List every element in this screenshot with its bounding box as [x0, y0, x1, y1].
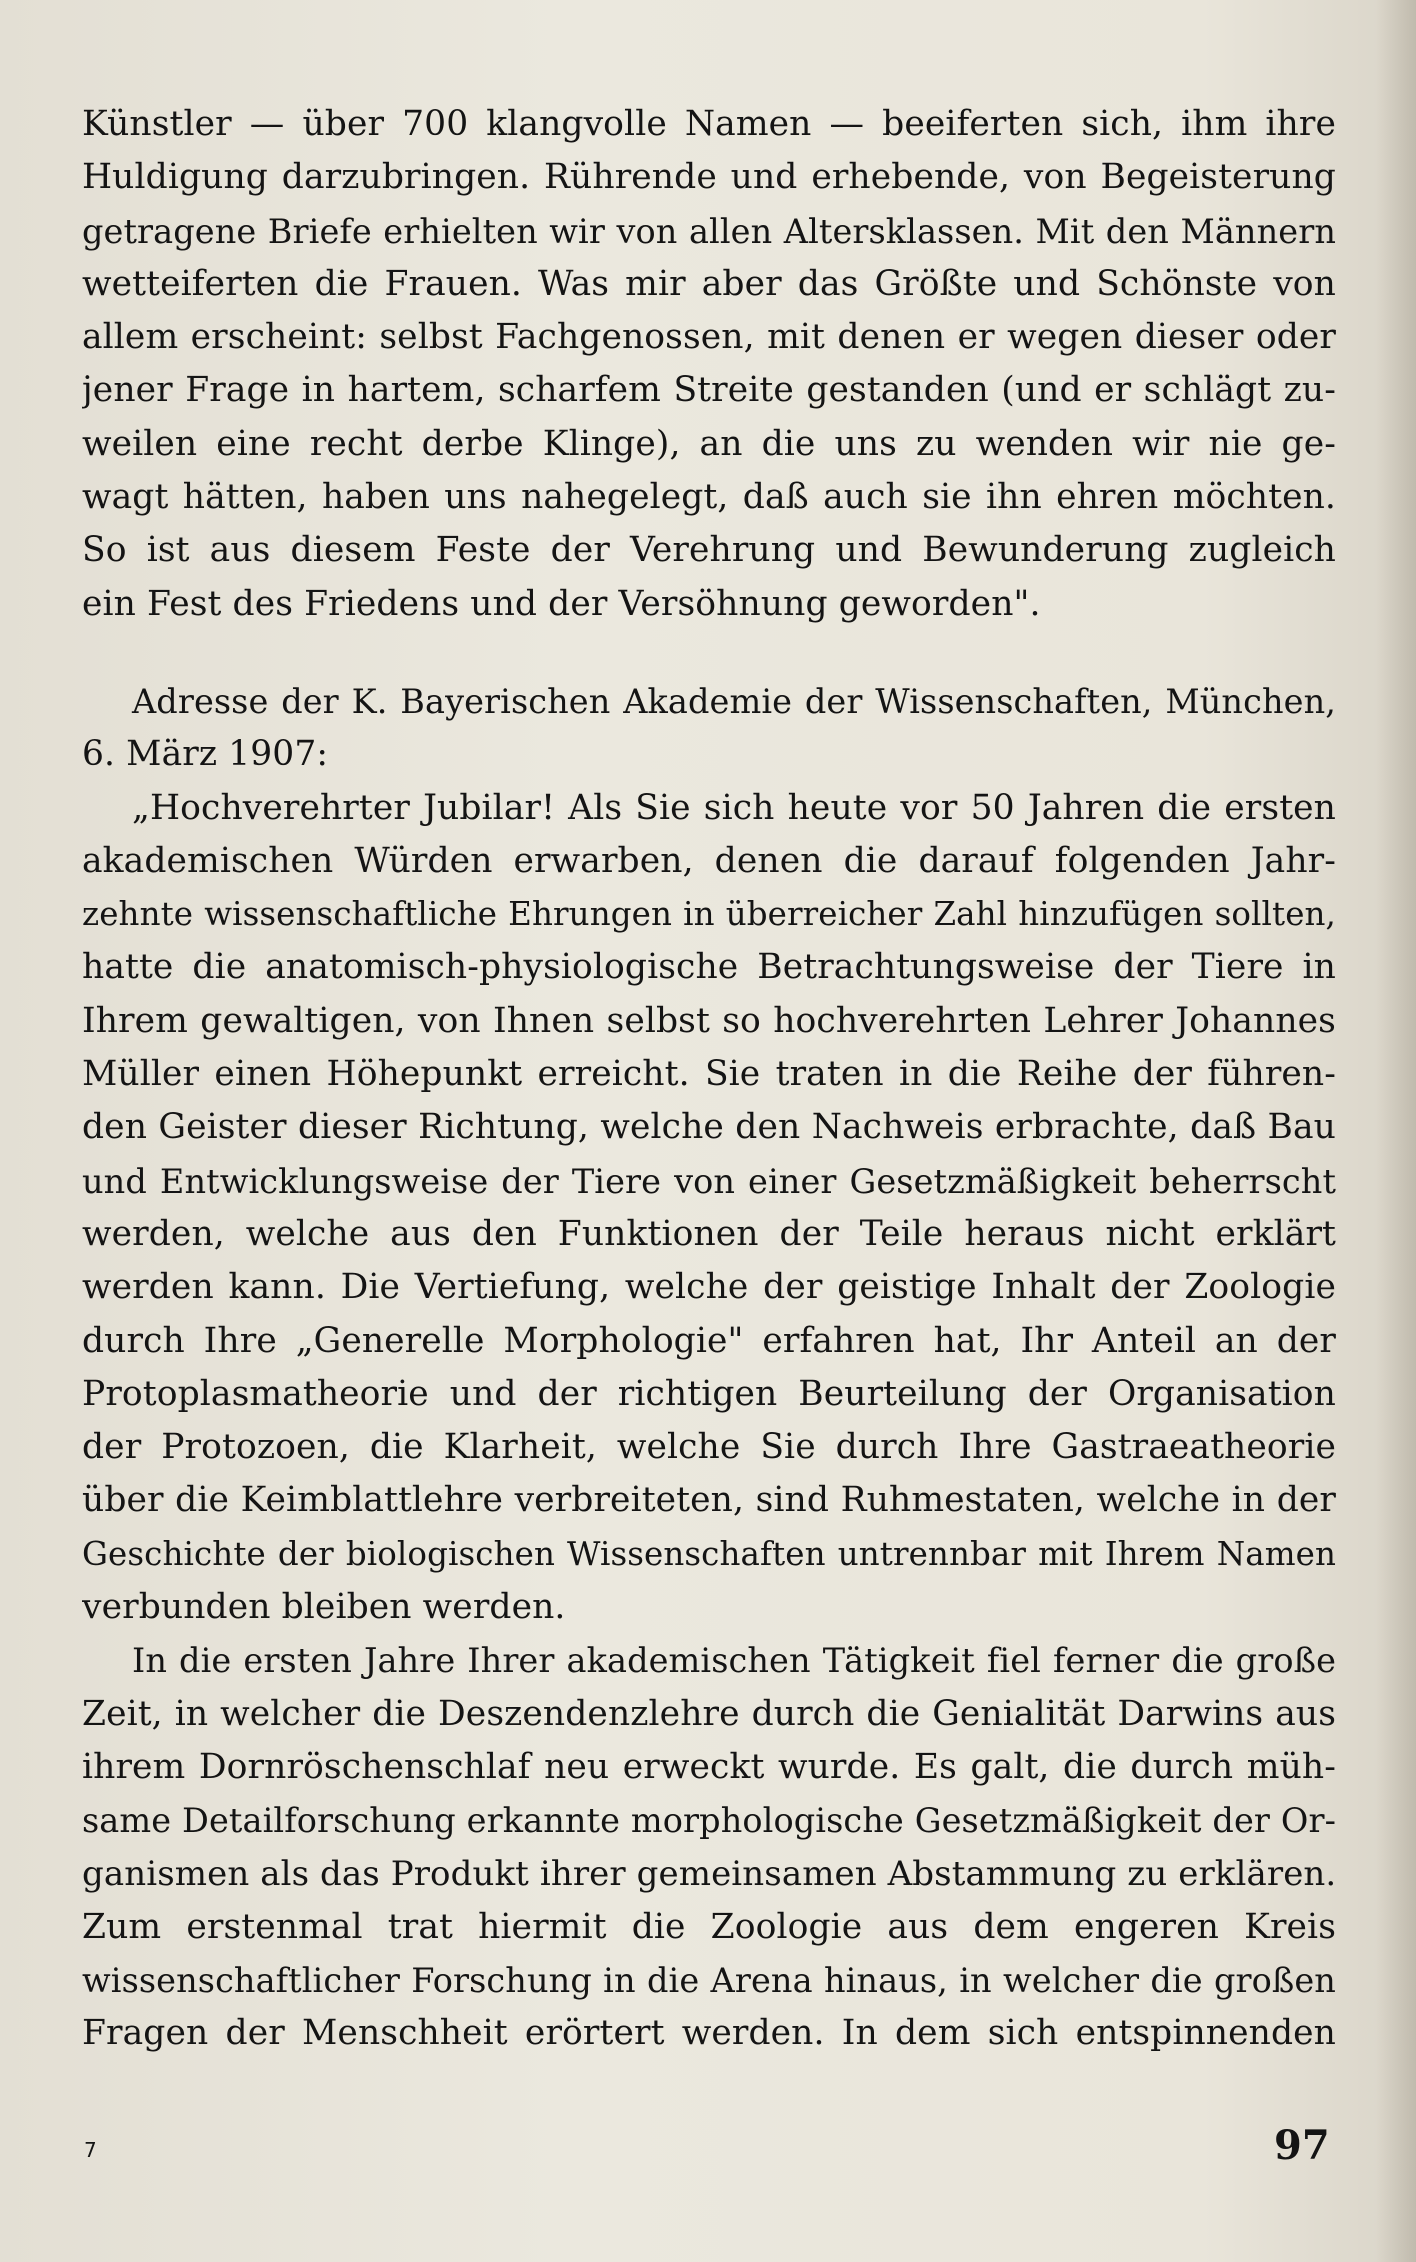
text-line: 6. März 1907:: [82, 734, 329, 775]
text-line: akademischen Würden erwarben, denen die darauf folgenden Jahr-: [82, 840, 1336, 881]
text-line: Fragen der Menschheit erörtert werden. In dem sich entspinnenden: [82, 2013, 1336, 2054]
text-line: verbunden bleiben werden.: [82, 1587, 566, 1628]
body-text: [82, 98, 1336, 2061]
text-line: Künstler — über 700 klangvolle Namen — beeiferten sich, ihm ihre: [82, 104, 1336, 144]
text-line: Müller einen Höhepunkt erreicht. Sie traten in die Reihe der führen-: [82, 1054, 1336, 1095]
text-line: den Geister dieser Richtung, welche den Nachweis erbrachte, daß Bau: [82, 1107, 1336, 1148]
text-line: allem erscheint: selbst Fachgenossen, mit denen er wegen dieser oder: [82, 317, 1336, 358]
text-line: werden kann. Die Vertiefung, welche der geistige Inhalt der Zoologie: [82, 1267, 1336, 1308]
text-line: Zeit, in welcher die Deszendenzlehre durch die Genialität Darwins aus: [82, 1693, 1336, 1734]
text-line: In die ersten Jahre Ihrer akademischen Tätigkeit fiel ferner die große: [132, 1641, 1336, 1681]
text-line: hatte die anatomisch-physiologische Betrachtungsweise der Tiere in: [82, 947, 1336, 988]
text-line: getragene Briefe erhielten wir von allen Altersklassen. Mit den Männern: [82, 211, 1336, 251]
text-line: ihrem Dornröschenschlaf neu erweckt wurde. Es galt, die durch müh-: [82, 1746, 1336, 1787]
text-line: Zum erstenmal trat hiermit die Zoologie aus dem engeren Kreis: [82, 1906, 1336, 1947]
text-line: und Entwicklungsweise der Tiere von einer Gesetzmäßigkeit beherrscht: [82, 1161, 1336, 1201]
text-line: Ihrem gewaltigen, von Ihnen selbst so hochverehrten Lehrer Johannes: [82, 1000, 1336, 1041]
text-line: durch Ihre „Generelle Morphologie" erfahren hat, Ihr Anteil an der: [82, 1320, 1336, 1361]
text-line: über die Keimblattlehre verbreiteten, sind Ruhmestaten, welche in der: [82, 1480, 1336, 1521]
text-line: So ist aus diesem Feste der Verehrung und Bewunderung zugleich: [82, 530, 1336, 571]
text-line: jener Frage in hartem, scharfem Streite gestanden (und er schlägt zu-: [82, 370, 1336, 411]
text-line: Geschichte der biologischen Wissenschaften untrennbar mit Ihrem Namen: [82, 1534, 1336, 1573]
paragraph-gap: [82, 631, 1336, 675]
page-edge-shadow: [1376, 0, 1416, 2262]
text-line: wetteiferten die Frauen. Was mir aber das Größte und Schönste von: [82, 263, 1336, 304]
text-line: Huldigung darzubringen. Rührende und erhebende, von Begeisterung: [82, 157, 1336, 198]
text-line: wissenschaftlicher Forschung in die Arena hinaus, in welcher die großen: [82, 1961, 1336, 2001]
text-line: ein Fest des Friedens und der Versöhnung geworden".: [82, 583, 1041, 624]
text-line: zehnte wissenschaftliche Ehrungen in überreicher Zahl hinzufügen sollten,: [82, 895, 1336, 934]
text-line: Protoplasmatheorie und der richtigen Beurteilung der Organisation: [82, 1373, 1336, 1414]
text-line: wagt hätten, haben uns nahegelegt, daß auch sie ihn ehren möchten.: [82, 477, 1336, 518]
text-line: der Protozoen, die Klarheit, welche Sie durch Ihre Gastraeatheorie: [82, 1427, 1336, 1468]
signature-mark: 7: [84, 2138, 97, 2162]
text-line: Adresse der K. Bayerischen Akademie der Wissenschaften, München,: [132, 681, 1336, 721]
text-line: „Hochverehrter Jubilar! Als Sie sich heute vor 50 Jahren die ersten: [132, 787, 1336, 828]
text-line: werden, welche aus den Funktionen der Teile heraus nicht erklärt: [82, 1213, 1336, 1254]
text-line: weilen eine recht derbe Klinge), an die uns zu wenden wir nie ge-: [82, 423, 1336, 464]
page-number: 97: [1274, 2122, 1330, 2169]
text-line: ganismen als das Produkt ihrer gemeinsamen Abstammung zu erklären.: [82, 1853, 1336, 1894]
text-line: same Detailforschung erkannte morphologische Gesetzmäßigkeit der Or-: [82, 1801, 1336, 1841]
